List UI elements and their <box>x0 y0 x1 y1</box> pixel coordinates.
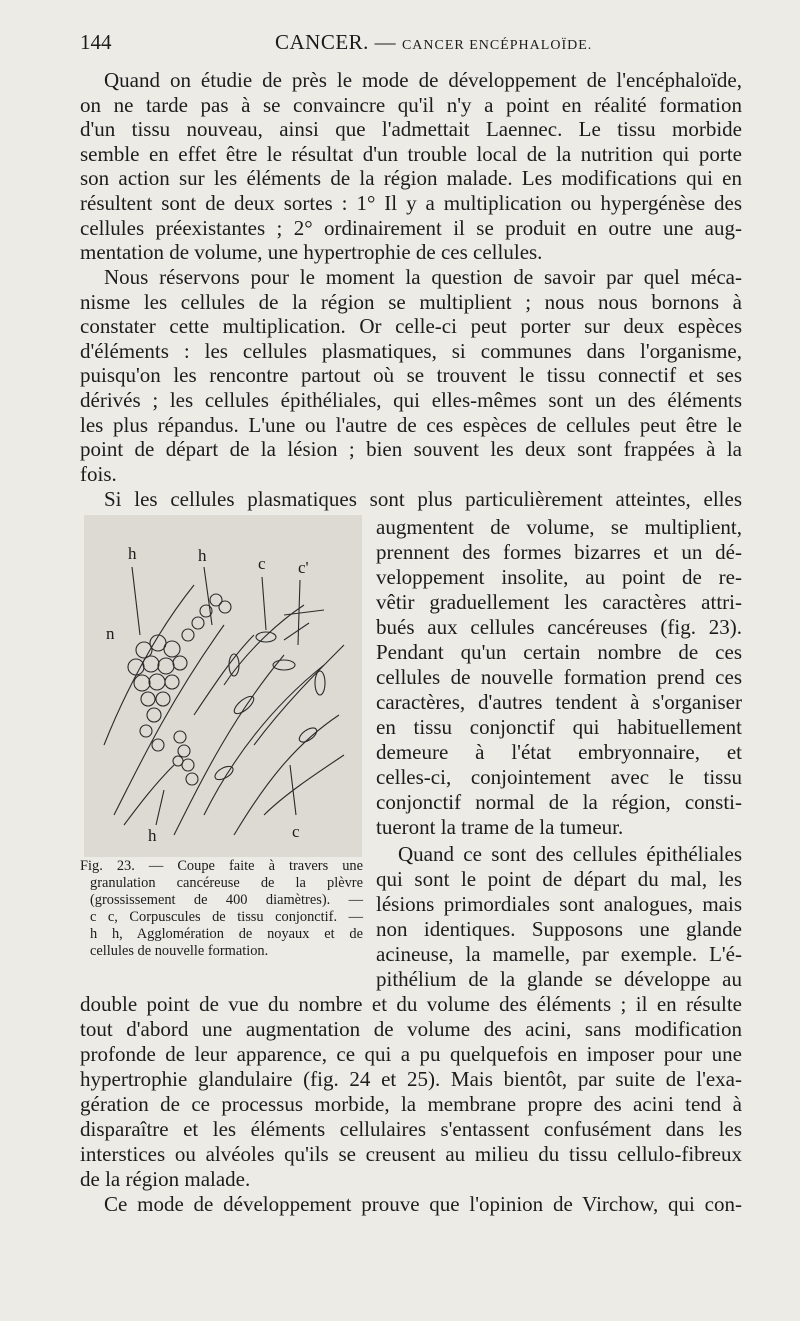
text-line: résultent sont de deux sortes : 1° Il y a multiplication ou hypergénèse des <box>80 191 742 215</box>
text-line: Si les cellules plasmatiques sont plus particulièrement atteintes, elles <box>104 487 742 511</box>
running-head <box>275 30 592 55</box>
text-line: hypertrophie glandulaire (fig. 24 et 25). Mais bientôt, par suite de l'exa- <box>80 1067 742 1091</box>
text-line: cellules préexistantes ; 2° ordinairement il se produit en outre une aug- <box>80 216 742 240</box>
text-line: dérivés ; les cellules épithéliales, qui elles-mêmes sont un des éléments <box>80 388 742 412</box>
text-line: Pendant qu'un certain nombre de ces <box>376 640 742 664</box>
text-line: gération de ce processus morbide, la membrane propre des acini tend à <box>80 1092 742 1116</box>
text-line: pithélium de la glande se développe au <box>376 967 742 991</box>
text-line: Ce mode de développement prouve que l'opinion de Virchow, qui con- <box>104 1192 742 1216</box>
figure-label-c-bottom: c <box>292 822 300 841</box>
text-line: Quand on étudie de près le mode de développement de l'encéphaloïde, <box>104 68 742 92</box>
figure-label-h-top: h <box>198 546 207 565</box>
cell-drawing <box>84 515 362 857</box>
text-line: tueront la trame de la tumeur. <box>376 815 624 839</box>
text-line: d'éléments : les cellules plasmatiques, si communes dans l'organisme, <box>80 339 742 363</box>
text-line: qui sont le point de départ du mal, les <box>376 867 742 891</box>
text-line: Nous réservons pour le moment la question de savoir par quel méca- <box>104 265 742 289</box>
text-line: bués aux cellules cancéreuses (fig. 23). <box>376 615 742 639</box>
text-line: constater cette multiplication. Or celle-ci peut porter sur deux espèces <box>80 314 742 338</box>
text-line: point de départ de la lésion ; bien souvent les deux sont frappées à la <box>80 437 742 461</box>
text-line: mentation de volume, une hypertrophie de ces cellules. <box>80 240 543 264</box>
page-number: 144 <box>80 30 112 54</box>
text-line: profonde de leur apparence, ce qui a pu quelquefois en imposer pour une <box>80 1042 742 1066</box>
figure-caption-line: h h, Agglomération de noyaux et de <box>90 926 363 942</box>
figure-label-h-top-left: h <box>128 544 137 563</box>
figure-caption-line: granulation cancéreuse de la plèvre <box>90 875 363 891</box>
text-line: conjonctif normal de la région, consti- <box>376 790 742 814</box>
text-line: on ne tarde pas à se convaincre qu'il n'y a point en réalité formation <box>80 93 742 117</box>
text-line: disparaître et les éléments cellulaires s'entassent confusément dans les <box>80 1117 742 1141</box>
text-line: tout d'abord une augmentation de volume des acini, sans modification <box>80 1017 742 1041</box>
text-line: son action sur les éléments de la région malade. Les modifications qui en <box>80 166 742 190</box>
running-head-subtitle: CANCER ENCÉPHALOÏDE. <box>401 38 593 53</box>
text-line: Quand ce sont des cellules épithéliales <box>398 842 742 866</box>
text-line: les plus répandus. L'une ou l'autre de ces espèces de cellules peut être le <box>80 413 742 437</box>
figure-caption-line: (grossissement de 400 diamètres). — <box>90 892 363 908</box>
page-header <box>80 30 750 60</box>
text-line: acineuse, la mamelle, par exemple. L'é- <box>376 942 742 966</box>
text-line: vêtir graduellement les caractères attri- <box>376 590 742 614</box>
text-line: nisme les cellules de la région se multiplient ; nous nous bornons à <box>80 290 742 314</box>
text-line: augmentent de volume, se multiplient, <box>376 515 742 539</box>
figure-label-c-prime: c' <box>298 558 309 577</box>
running-head-title: CANCER. — <box>275 30 402 54</box>
text-line: non identiques. Supposons une glande <box>376 917 742 941</box>
figure-caption-line: Fig. 23. — Coupe faite à travers une <box>80 858 363 874</box>
text-line: cellules de nouvelle formation prend ces <box>376 665 742 689</box>
text-line: semble en effet être le résultat d'un trouble local de la nutrition qui porte <box>80 142 742 166</box>
text-line: celles-ci, conjointement avec le tissu <box>376 765 742 789</box>
text-line: fois. <box>80 462 117 486</box>
text-line: veloppement insolite, au point de re- <box>376 565 742 589</box>
text-line: de la région malade. <box>80 1167 251 1191</box>
figure-caption-line: c c, Corpuscules de tissu conjonctif. — <box>90 909 363 925</box>
text-line: en tissu conjonctif qui habituellement <box>376 715 742 739</box>
text-line: prennent des formes bizarres et un dé- <box>376 540 742 564</box>
text-line: demeure à l'état embryonnaire, et <box>376 740 742 764</box>
figure-23-illustration <box>84 515 362 857</box>
figure-label-n: n <box>106 624 115 643</box>
figure-caption-line: cellules de nouvelle formation. <box>90 943 269 959</box>
text-line: double point de vue du nombre et du volume des éléments ; il en résulte <box>80 992 742 1016</box>
figure-label-c-top: c <box>258 554 266 573</box>
figure-label-h-bottom: h <box>148 826 157 845</box>
text-line: d'un tissu nouveau, ainsi que l'admettait Laennec. Le tissu morbide <box>80 117 742 141</box>
text-line: caractères, d'autres tendent à s'organiser <box>376 690 742 714</box>
text-line: interstices ou alvéoles qu'ils se creusent au milieu du tissu cellulo-fibreux <box>80 1142 742 1166</box>
text-line: puisqu'on les rencontre partout où se trouvent le tissu connectif et ses <box>80 363 742 387</box>
text-line: lésions primordiales sont analogues, mais <box>376 892 742 916</box>
